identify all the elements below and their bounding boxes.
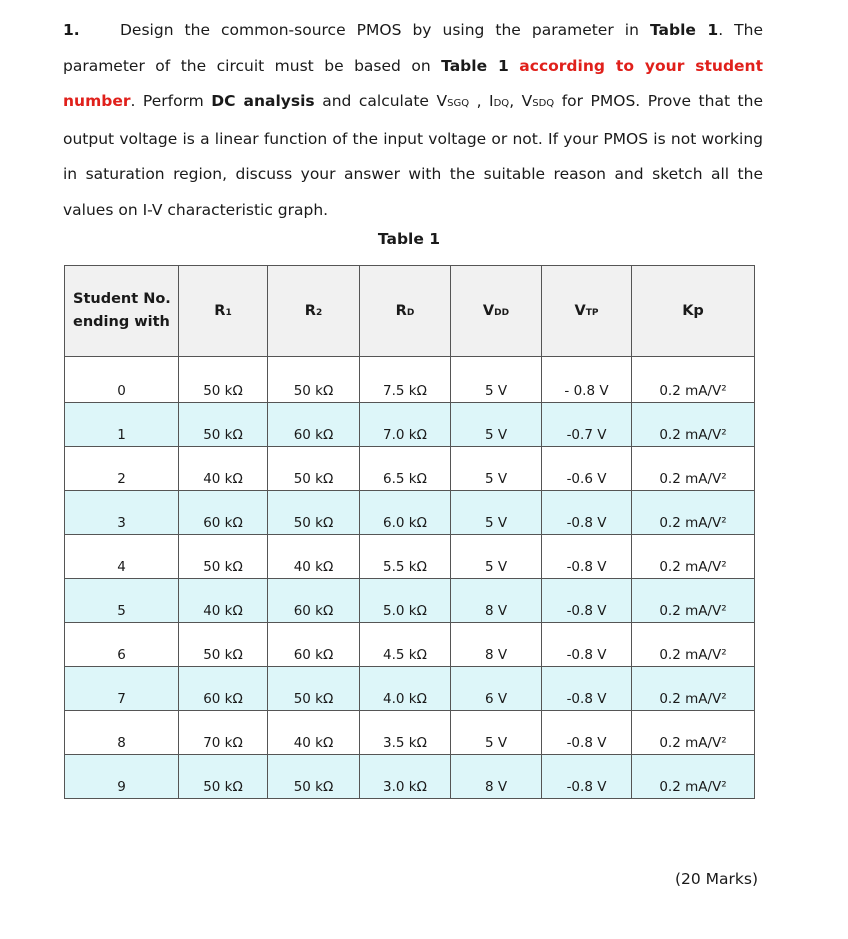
cell-r2: 60 kΩ [268, 623, 360, 667]
dc-analysis-label: DC analysis [211, 92, 315, 110]
cell-student-no: 7 [65, 667, 179, 711]
cell-vdd: 5 V [451, 403, 542, 447]
question-text: for PMOS. Prove that the output voltage is a linear function of the input voltage or not. If your PMOS is not working in saturation region, discuss your answer with the suitable reason and sketch all the values on I-V characteristic graph. [63, 92, 763, 219]
cell-vtp: -0.8 V [542, 491, 632, 535]
header-r2: R2 [268, 266, 360, 357]
cell-student-no: 2 [65, 447, 179, 491]
table-row [65, 667, 755, 711]
cell-r1: 60 kΩ [179, 667, 268, 711]
cell-vtp: -0.8 V [542, 535, 632, 579]
cell-rd: 7.5 kΩ [360, 357, 451, 403]
table-row [65, 755, 755, 799]
cell-rd: 3.0 kΩ [360, 755, 451, 799]
table-row [65, 535, 755, 579]
cell-kp: 0.2 mA/V² [632, 623, 755, 667]
table-header-row [65, 266, 755, 357]
header-rd: RD [360, 266, 451, 357]
header-r1: R1 [179, 266, 268, 357]
cell-student-no: 9 [65, 755, 179, 799]
header-student-no: Student No. ending with [65, 266, 179, 357]
cell-vdd: 6 V [451, 667, 542, 711]
cell-r1: 50 kΩ [179, 403, 268, 447]
cell-vtp: -0.8 V [542, 579, 632, 623]
cell-vtp: -0.8 V [542, 667, 632, 711]
cell-student-no: 1 [65, 403, 179, 447]
table-row [65, 623, 755, 667]
table-row [65, 491, 755, 535]
cell-vdd: 8 V [451, 579, 542, 623]
question-paragraph: 1. Design the common-source PMOS by using the parameter in Table 1. The parameter of the circuit must be based on Table 1 according to your student number. Perform DC analysis and calculate VSGQ , IDQ, VSDQ for PMOS. Prove that the output voltage is a linear function of the input voltage or not. If your PMOS is not working in saturation region, discuss your answer with the suitable reason and sketch all the values on I-V characteristic graph. [63, 13, 763, 228]
cell-rd: 4.5 kΩ [360, 623, 451, 667]
cell-vtp: -0.8 V [542, 711, 632, 755]
cell-vdd: 5 V [451, 447, 542, 491]
cell-r1: 40 kΩ [179, 579, 268, 623]
cell-vtp: -0.7 V [542, 403, 632, 447]
cell-r2: 50 kΩ [268, 447, 360, 491]
cell-vtp: - 0.8 V [542, 357, 632, 403]
cell-r1: 70 kΩ [179, 711, 268, 755]
question-text: . Perform [130, 92, 212, 110]
cell-r2: 40 kΩ [268, 535, 360, 579]
cell-kp: 0.2 mA/V² [632, 535, 755, 579]
cell-kp: 0.2 mA/V² [632, 491, 755, 535]
question-text: and calculate [314, 92, 437, 110]
table-ref: Table 1 [441, 56, 509, 75]
cell-r2: 50 kΩ [268, 357, 360, 403]
cell-rd: 7.0 kΩ [360, 403, 451, 447]
parameter-table [64, 265, 755, 799]
table-row [65, 403, 755, 447]
cell-kp: 0.2 mA/V² [632, 579, 755, 623]
cell-kp: 0.2 mA/V² [632, 447, 755, 491]
header-vtp: VTP [542, 266, 632, 357]
cell-r1: 50 kΩ [179, 535, 268, 579]
cell-r2: 50 kΩ [268, 667, 360, 711]
cell-vtp: -0.8 V [542, 755, 632, 799]
table-row [65, 357, 755, 403]
cell-r2: 50 kΩ [268, 491, 360, 535]
cell-rd: 6.5 kΩ [360, 447, 451, 491]
student-number-note: according to your student number [63, 56, 763, 110]
cell-vdd: 8 V [451, 755, 542, 799]
cell-vtp: -0.8 V [542, 623, 632, 667]
cell-r1: 50 kΩ [179, 755, 268, 799]
cell-student-no: 0 [65, 357, 179, 403]
cell-rd: 4.0 kΩ [360, 667, 451, 711]
question-text: . The parameter of the circuit must be based on [63, 21, 763, 75]
cell-r2: 40 kΩ [268, 711, 360, 755]
cell-kp: 0.2 mA/V² [632, 403, 755, 447]
cell-vdd: 5 V [451, 357, 542, 403]
cell-vdd: 5 V [451, 491, 542, 535]
table-row [65, 579, 755, 623]
cell-r2: 50 kΩ [268, 755, 360, 799]
cell-student-no: 6 [65, 623, 179, 667]
cell-r1: 50 kΩ [179, 357, 268, 403]
cell-vdd: 5 V [451, 711, 542, 755]
cell-rd: 3.5 kΩ [360, 711, 451, 755]
vsgq-symbol: VSGQ [436, 92, 470, 110]
cell-rd: 6.0 kΩ [360, 491, 451, 535]
table-ref: Table 1 [649, 21, 719, 39]
idq-symbol: IDQ [489, 92, 510, 110]
cell-kp: 0.2 mA/V² [632, 667, 755, 711]
question-number: 1. [63, 21, 80, 39]
cell-rd: 5.0 kΩ [360, 579, 451, 623]
cell-kp: 0.2 mA/V² [632, 711, 755, 755]
cell-kp: 0.2 mA/V² [632, 357, 755, 403]
table-caption: Table 1 [377, 230, 441, 248]
cell-vdd: 5 V [451, 535, 542, 579]
cell-r1: 60 kΩ [179, 491, 268, 535]
cell-student-no: 3 [65, 491, 179, 535]
cell-student-no: 8 [65, 711, 179, 755]
cell-r1: 50 kΩ [179, 623, 268, 667]
header-vdd: VDD [451, 266, 542, 357]
cell-r2: 60 kΩ [268, 579, 360, 623]
question-text [509, 57, 519, 75]
cell-r2: 60 kΩ [268, 403, 360, 447]
cell-kp: 0.2 mA/V² [632, 755, 755, 799]
cell-vdd: 8 V [451, 623, 542, 667]
cell-vtp: -0.6 V [542, 447, 632, 491]
table-row [65, 447, 755, 491]
cell-r1: 40 kΩ [179, 447, 268, 491]
table-row [65, 711, 755, 755]
cell-student-no: 4 [65, 535, 179, 579]
header-kp: Kp [632, 266, 755, 357]
vsdq-symbol: VSDQ [521, 92, 555, 110]
cell-student-no: 5 [65, 579, 179, 623]
cell-rd: 5.5 kΩ [360, 535, 451, 579]
marks-label: (20 Marks) [674, 870, 758, 888]
question-text: Design the common-source PMOS by using the parameter in [120, 21, 650, 39]
